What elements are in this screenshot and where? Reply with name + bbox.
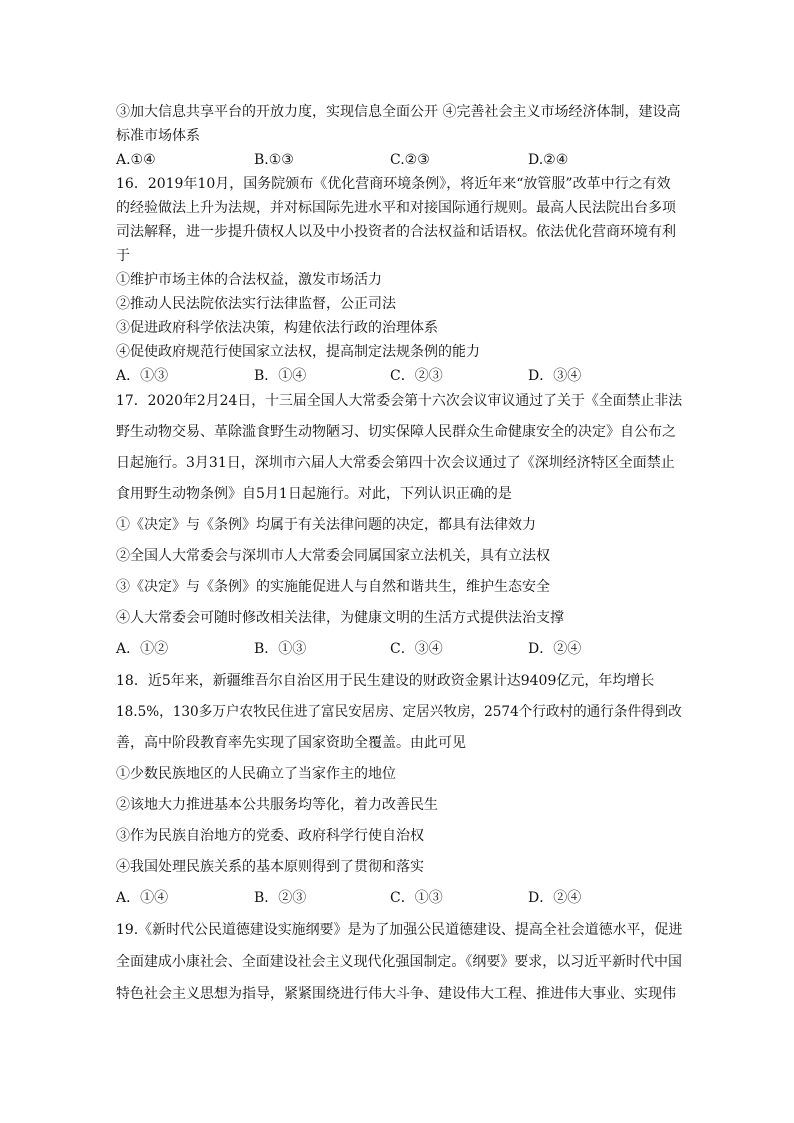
q17-options [116,640,676,658]
q17-option-d: D．②④ [528,641,582,657]
q17-stem-line: 日起施行。3月31日，深圳市六届人大常委会第四十次会议通过了《深圳经济特区全面禁止 [116,455,675,471]
q18-item: ②该地大力推进基本公共服务均等化，着力改善民生 [116,797,438,813]
q18-item: ①少数民族地区的人民确立了当家作主的地位 [116,766,396,782]
q15-option-c: C.②③ [390,152,430,168]
q16-stem-line: 的经验做法上升为法规，并对标国际先进水平和对接国际通行规则。最高人民法院出台多项 [116,200,676,216]
q16-option-b: B．①④ [254,368,307,384]
q18-option-d: D．②④ [528,890,582,906]
q17-item: ④人大常委会可随时修改相关法律，为健康文明的生活方式提供法治支撑 [116,610,564,626]
q15-option-b: B.①③ [254,152,294,168]
q15-options [116,151,676,169]
q17-item: ②全国人大常委会与深圳市人大常委会同属国家立法机关，具有立法权 [116,548,550,564]
q17-option-b: B．①③ [254,641,307,657]
q17-item: ③《决定》与《条例》的实施能促进人与自然和谐共生，维护生态安全 [116,579,550,595]
q15-item-line: 标准市场体系 [116,128,200,144]
q16-stem-line: 司法解释，进一步提升债权人以及中小投资者的合法权益和话语权。依法优化营商环境有利 [116,224,676,240]
q16-item: ②推动人民法院依法实行法律监督，公正司法 [116,296,396,312]
q18-item: ③作为民族自治地方的党委、政府科学行使自治权 [116,828,424,844]
q18-stem-line: 18．近5年来，新疆维吾尔自治区用于民生建设的财政资金累计达9409亿元，年均增长 [116,673,655,689]
q18-option-c: C．①③ [390,890,443,906]
q19-stem-line: 特色社会主义思想为指导，紧紧围绕进行伟大斗争、建设伟大工程、推进伟大事业、实现伟 [116,986,676,1002]
q18-option-b: B．②③ [254,890,307,906]
q16-item: ③促进政府科学依法决策，构建依法行政的治理体系 [116,320,438,336]
q18-item: ④我国处理民族关系的基本原则得到了贯彻和落实 [116,859,424,875]
q17-option-a: A．①② [116,641,169,657]
q16-item: ④促使政府规范行使国家立法权，提高制定法规条例的能力 [116,344,480,360]
q16-stem-line: 于 [116,248,130,264]
q15-option-a: A.①④ [116,152,156,168]
q16-stem-line: 16．2019年10月，国务院颁布《优化营商环境条例》，将近年来“放管服”改革中行之有效 [116,176,671,192]
q17-item: ①《决定》与《条例》均属于有关法律问题的决定，都具有法律效力 [116,517,536,533]
q19-stem-line: 19.《新时代公民道德建设实施纲要》是为了加强公民道德建设、提高全社会道德水平，促进 [116,922,683,938]
q18-options [116,889,676,907]
q15-item-line: ③加大信息共享平台的开放力度，实现信息全面公开 ④完善社会主义市场经济体制，建设高 [116,104,681,120]
q16-option-c: C．②③ [390,368,443,384]
q18-option-a: A．①④ [116,890,169,906]
q17-option-c: C．③④ [390,641,443,657]
q18-stem-line: 18.5%，130多万户农牧民住进了富民安居房、定居兴牧房，2574个行政村的通行条件得到改 [116,704,682,720]
q16-option-a: A．①③ [116,368,169,384]
q16-option-d: D．③④ [528,368,582,384]
q17-stem-line: 野生动物交易、革除滥食野生动物陋习、切实保障人民群众生命健康安全的决定》自公布之 [116,424,676,440]
q17-stem-line: 食用野生动物条例》自5月1日起施行。对此，下列认识正确的是 [116,486,512,502]
q18-stem-line: 善，高中阶段教育率先实现了国家资助全覆盖。由此可见 [116,735,466,751]
q15-option-d: D.②④ [528,152,569,168]
q16-options [116,367,676,385]
q16-item: ①维护市场主体的合法权益，激发市场活力 [116,272,382,288]
q17-stem-line: 17．2020年2月24日，十三届全国人大常委会第十六次会议审议通过了关于《全面禁止非法 [116,393,683,409]
q19-stem-line: 全面建成小康社会、全面建设社会主义现代化强国制定。《纲要》要求，以习近平新时代中国 [116,954,682,970]
